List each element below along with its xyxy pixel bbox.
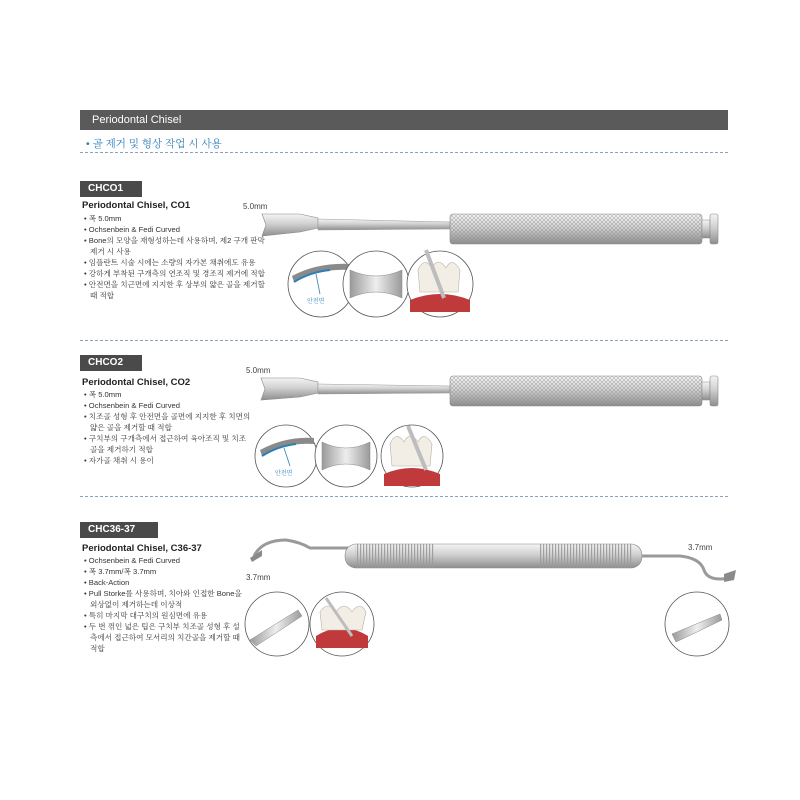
dimension-label-right: 3.7mm xyxy=(688,543,713,552)
dimension-label: 5.0mm xyxy=(243,202,268,211)
list-item: • Back-Action xyxy=(82,577,242,588)
safe-side-detail xyxy=(255,425,317,487)
clinical-use-photo xyxy=(407,250,473,317)
list-item: • Pull Storke를 사용하며, 치아와 인접한 Bone을 외상없이 제거하는데 이상적 xyxy=(82,588,242,610)
list-item: • 특히 마지막 대구치의 원심면에 유용 xyxy=(82,610,242,621)
blade-profile-detail xyxy=(315,425,377,487)
clinical-use-photo xyxy=(381,425,443,487)
product-code-badge: CHC36-37 xyxy=(80,522,158,538)
product-title: Periodontal Chisel, C36-37 xyxy=(82,543,202,554)
safe-side-label: 안전면 xyxy=(275,471,293,477)
product-title: Periodontal Chisel, CO2 xyxy=(82,377,191,388)
subtitle: • 골 제거 및 형상 작업 시 사용 xyxy=(86,138,222,150)
list-item: • 두 번 꺾인 넓은 팁은 구치부 치조골 성형 후 설측에서 접근하여 모서리의 치간골을 제거할 때 적합 xyxy=(82,621,242,654)
chisel-co1-instrument xyxy=(262,214,718,244)
tip-detail-left xyxy=(245,592,309,656)
list-item: • 안전면을 치근면에 지지한 후 상부의 얇은 골을 제거할 때 적합 xyxy=(82,279,272,301)
dimension-label-left: 3.7mm xyxy=(246,573,271,582)
list-item: • 폭 5.0mm xyxy=(82,389,252,400)
list-item: • 폭 5.0mm xyxy=(82,213,272,224)
list-item: • 자가골 채취 시 용이 xyxy=(82,455,252,466)
blade-profile-detail xyxy=(343,251,409,317)
list-item: • Ochsenbein & Fedi Curved xyxy=(82,555,242,566)
list-item: • Ochsenbein & Fedi Curved xyxy=(82,400,252,411)
product-title: Periodontal Chisel, CO1 xyxy=(82,200,191,211)
dimension-label: 5.0mm xyxy=(246,366,271,375)
product-code-badge: CHCO2 xyxy=(80,355,142,371)
list-item: • 강하게 부착된 구개측의 연조직 및 경조직 제거에 적합 xyxy=(82,268,272,279)
list-item: • 폭 3.7mm/폭 3.7mm xyxy=(82,566,242,577)
list-item: • 구치부의 구개측에서 접근하여 육아조직 및 치조골을 제거하기 적합 xyxy=(82,433,252,455)
section-header-title: Periodontal Chisel xyxy=(92,114,182,126)
clinical-use-photo xyxy=(310,592,374,656)
list-item: • 임플란트 시술 시에는 소량의 자가본 채취에도 유용 xyxy=(82,257,272,268)
list-item: • Ochsenbein & Fedi Curved xyxy=(82,224,272,235)
list-item: • Bone의 모양을 재형성하는데 사용하며, 제2 구개 판막 제거 시 사용 xyxy=(82,235,272,257)
tip-detail-right xyxy=(665,592,729,656)
product-code-badge: CHCO1 xyxy=(80,181,142,197)
chisel-c36-37-instrument xyxy=(250,540,736,582)
chisel-co2-instrument xyxy=(261,376,718,406)
safe-side-label: 안전면 xyxy=(307,299,325,305)
list-item: • 치조골 성형 후 안전면을 골면에 지지한 후 치면의 얇은 골을 제거할 때 적합 xyxy=(82,411,252,433)
